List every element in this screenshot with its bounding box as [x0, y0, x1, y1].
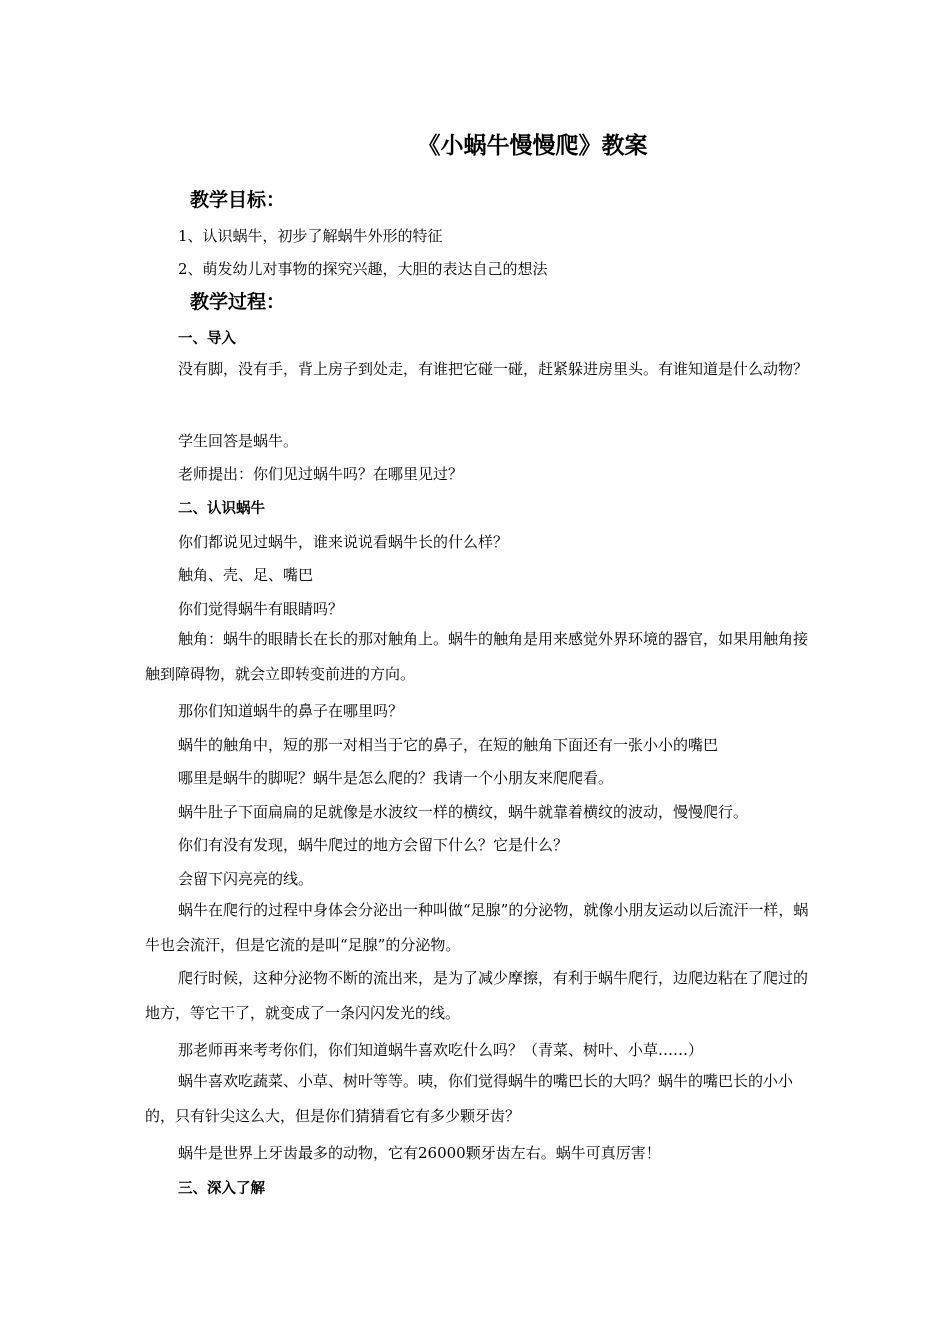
section-2-paragraph-11: 蜗牛在爬行的过程中身体会分泌出一种叫做“足腺”的分泌物，就像小朋友运动以后流汗一样，蜗牛也会流汗，但是它流的是叫“足腺”的分泌物。 [145, 901, 809, 954]
section-2-paragraph-5: 那你们知道蜗牛的鼻子在哪里吗？ [178, 702, 404, 720]
section-2-paragraph-12: 爬行时候，这种分泌物不断的流出来，是为了减少摩擦，有利于蜗牛爬行，边爬边粘在了爬过的地方，等它干了，就变成了一条闪闪发光的线。 [145, 969, 809, 1022]
goal-item-1: 1、认识蜗牛，初步了解蜗牛外形的特征 [178, 227, 443, 245]
section-2-paragraph-6: 蜗牛的触角中，短的那一对相当于它的鼻子，在短的触角下面还有一张小小的嘴巴 [178, 736, 719, 754]
section-2-paragraph-2: 触角、壳、足、嘴巴 [178, 566, 314, 584]
document-title: 《小蜗牛慢慢爬》教案 [417, 133, 648, 159]
section-2-heading: 二、认识蜗牛 [178, 501, 265, 517]
section-1-heading: 一、导入 [178, 331, 236, 347]
section-1-paragraph-riddle: 没有脚，没有手，背上房子到处走，有谁把它碰一碰，赶紧躲进房里头。有谁知道是什么动物？ [178, 360, 809, 378]
section-1-paragraph-question: 老师提出：你们见过蜗牛吗？在哪里见过？ [178, 465, 464, 483]
process-heading: 教学过程： [190, 291, 286, 313]
goal-item-2: 2、萌发幼儿对事物的探究兴趣，大胆的表达自己的想法 [178, 260, 548, 278]
section-2-paragraph-7: 哪里是蜗牛的脚呢？蜗牛是怎么爬的？我请一个小朋友来爬爬看。 [178, 769, 614, 787]
section-2-paragraph-9: 你们有没有发现，蜗牛爬过的地方会留下什么？它是什么？ [178, 836, 569, 854]
goals-heading: 教学目标： [190, 189, 286, 211]
section-2-paragraph-3: 你们觉得蜗牛有眼睛吗？ [178, 600, 344, 618]
section-3-heading: 三、深入了解 [178, 1181, 265, 1197]
section-1-paragraph-answer: 学生回答是蜗牛。 [178, 432, 299, 450]
section-2-paragraph-4: 触角：蜗牛的眼睛长在长的那对触角上。蜗牛的触角是用来感觉外界环境的器官，如果用触角接触到障碍物，就会立即转变前进的方向。 [145, 630, 809, 683]
section-2-paragraph-10: 会留下闪亮亮的线。 [178, 870, 314, 888]
section-2-paragraph-15: 蜗牛是世界上牙齿最多的动物，它有26000颗牙齿左右。蜗牛可真厉害！ [178, 1144, 661, 1162]
section-2-paragraph-8: 蜗牛肚子下面扁扁的足就像是水波纹一样的横纹，蜗牛就靠着横纹的波动，慢慢爬行。 [178, 803, 749, 821]
section-2-paragraph-1: 你们都说见过蜗牛，谁来说说看蜗牛长的什么样？ [178, 533, 509, 551]
section-2-paragraph-14: 蜗牛喜欢吃蔬菜、小草、树叶等等。咦，你们觉得蜗牛的嘴巴长的大吗？蜗牛的嘴巴长的小小的，只有针尖这么大，但是你们猜猜看它有多少颗牙齿？ [145, 1072, 794, 1125]
section-2-paragraph-13: 那老师再来考考你们，你们知道蜗牛喜欢吃什么吗？（青菜、树叶、小草……） [178, 1041, 704, 1059]
